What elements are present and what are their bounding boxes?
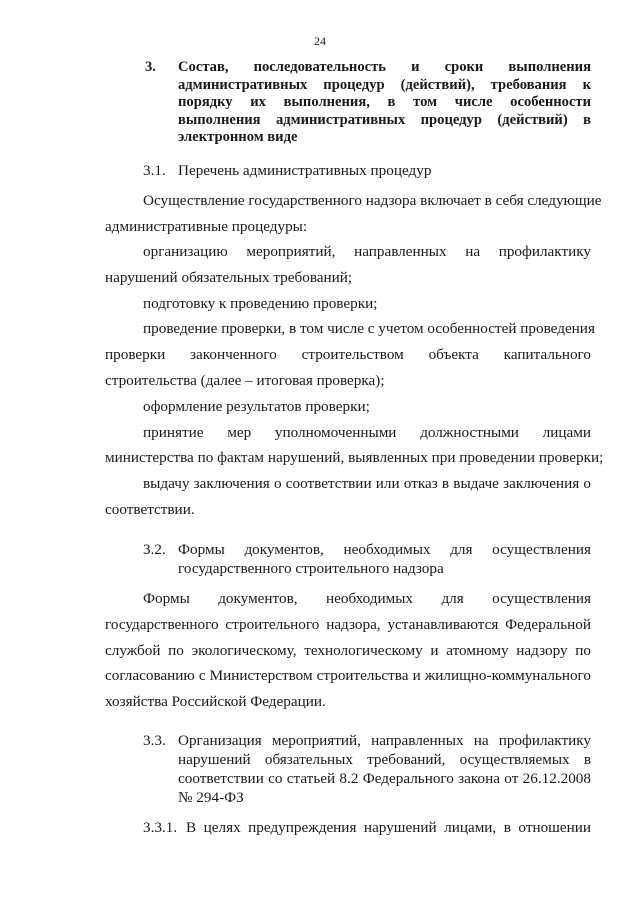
text-line: государственного строительного надзора [178, 560, 444, 577]
text-line: Формы документов, необходимых для осуществления [143, 590, 591, 607]
subsection-number: 3.2. [143, 541, 166, 558]
paragraph-procedures-intro [105, 188, 602, 240]
section-3-heading [105, 59, 591, 147]
heading-line: электронном виде [178, 129, 298, 145]
subsection-number: 3.3. [143, 732, 166, 749]
heading-line: Состав, последовательность и сроки выполнения [178, 59, 591, 75]
heading-line: порядку их выполнения, в том числе особенности [178, 94, 591, 110]
text-line: В целях предупреждения нарушений лицами, в отношении [186, 819, 591, 836]
text-line: административные процедуры: [105, 217, 308, 235]
text-line: нарушений обязательных требований; [105, 268, 353, 286]
text-line: оформление результатов проверки; [143, 397, 370, 415]
text-line: службой по экологическому, технологическому и атомному надзору по [105, 641, 591, 659]
heading-line: выполнения административных процедур (действий) в [178, 111, 591, 128]
list-item [105, 420, 604, 472]
section-3-number: 3. [145, 59, 156, 75]
list-item [105, 239, 591, 291]
text-line: государственного строительного надзора, устанавливаются Федеральной [105, 615, 591, 633]
subsection-3-1-heading [105, 162, 591, 180]
text-line: организацию мероприятий, направленных на профилактику [143, 243, 591, 260]
text-line: согласованию с Министерством строительства и жилищно-коммунального [105, 667, 591, 685]
list-item [105, 291, 591, 317]
text-line: Осуществление государственного надзора включает в себя следующие [143, 192, 602, 209]
text-line: № 294-ФЗ [178, 789, 244, 806]
subsection-3-2-heading [105, 540, 591, 578]
subsection-3-3-heading [105, 731, 591, 807]
heading-line: административных процедур (действий), требования к [178, 76, 591, 93]
list-item [105, 316, 595, 393]
text-line: строительства (далее – итоговая проверка); [105, 371, 385, 389]
list-item [105, 471, 591, 523]
text-line: выдачу заключения о соответствии или отказ в выдаче заключения о [143, 475, 591, 493]
list-item [105, 394, 591, 420]
text-line: проведение проверки, в том числе с учетом особенностей проведения [143, 320, 595, 338]
text-line: принятие мер уполномоченными должностными лицами [143, 423, 591, 441]
subsection-3-3-1 [105, 819, 591, 837]
procedures-list [105, 239, 604, 523]
text-line: министерства по фактам нарушений, выявленных при проведении проверки; [105, 449, 604, 467]
subsection-title: Перечень административных процедур [178, 162, 432, 179]
subsection-number: 3.1. [143, 162, 166, 179]
text-line: проверки законченного строительством объекта капитального [105, 346, 591, 364]
text-line: нарушений обязательных требований, осуществляемых в [178, 751, 591, 768]
subsection-number: 3.3.1. [143, 819, 178, 836]
text-line: соответствии со статьей 8.2 Федерального закона от 26.12.2008 [178, 770, 591, 787]
text-line: Организация мероприятий, направленных на профилактику [178, 732, 591, 749]
text-line: хозяйства Российской Федерации. [105, 693, 326, 711]
page-number: 24 [314, 34, 326, 48]
text-line: Формы документов, необходимых для осуществления [178, 541, 591, 558]
text-line: соответствии. [105, 500, 195, 518]
text-line: подготовку к проведению проверки; [143, 294, 378, 312]
paragraph-document-forms [105, 586, 591, 715]
